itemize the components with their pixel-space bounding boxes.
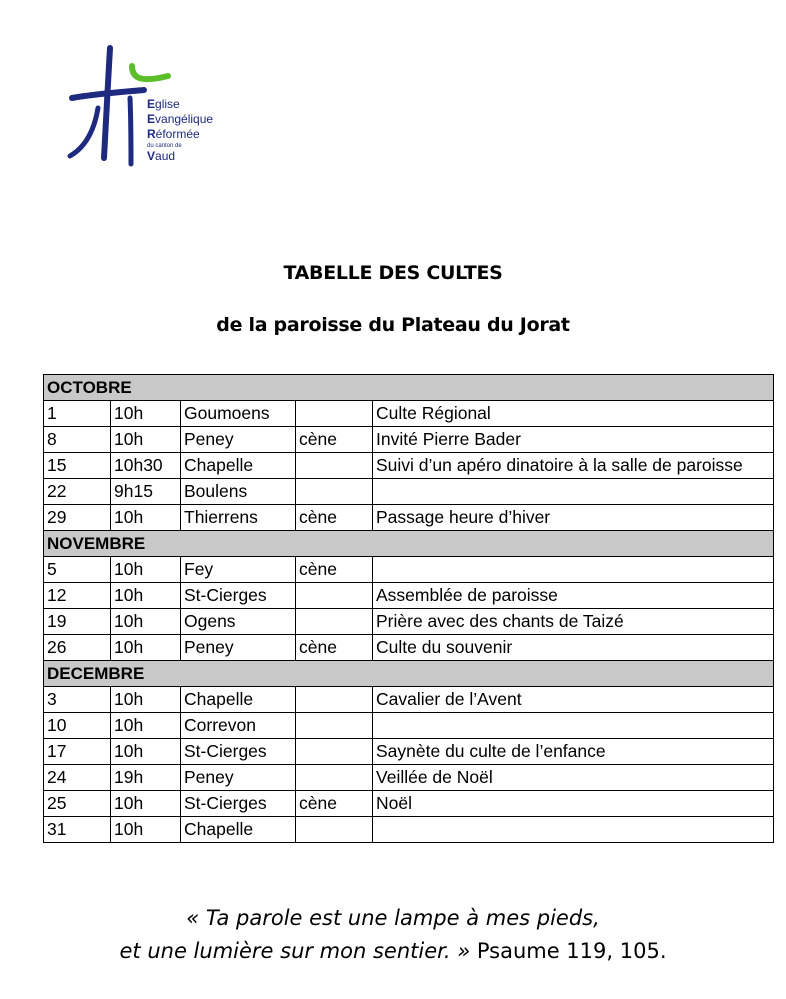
logo-wordmark: Eglise Evangélique Réformée du canton de Vaud [147,97,214,163]
quote-reference: Psaume 119, 105. [476,939,667,963]
eerv-logo [64,40,264,180]
cell-place: Chapelle [181,453,296,479]
table-row [44,453,774,479]
cell-place: Peney [181,635,296,661]
table-row [44,739,774,765]
cell-place: St-Cierges [181,791,296,817]
cell-note [373,479,774,505]
cell-note: Passage heure d’hiver [373,505,774,531]
cell-note: Noël [373,791,774,817]
page-subtitle: de la paroisse du Plateau du Jorat [216,314,570,336]
cell-day: 15 [44,453,111,479]
cell-cene [296,401,373,427]
bible-quote [0,902,786,968]
cell-place: St-Cierges [181,739,296,765]
cell-note: Culte du souvenir [373,635,774,661]
cell-cene [296,453,373,479]
cell-time: 9h15 [111,479,181,505]
quote-line-2: et une lumière sur mon sentier. » [119,939,471,963]
cell-time: 10h [111,557,181,583]
cell-cene [296,739,373,765]
cell-time: 10h [111,817,181,843]
table-row [44,609,774,635]
cell-day: 1 [44,401,111,427]
table-row [44,427,774,453]
cell-note [373,713,774,739]
cell-cene: cène [296,427,373,453]
cell-note: Veillée de Noël [373,765,774,791]
cell-time: 10h [111,583,181,609]
month-header-row [44,375,774,401]
cell-time: 10h [111,635,181,661]
cell-note [373,557,774,583]
table-row [44,791,774,817]
table-row [44,765,774,791]
cell-time: 10h [111,739,181,765]
cell-day: 25 [44,791,111,817]
cell-note: Prière avec des chants de Taizé [373,609,774,635]
cell-note: Assemblée de paroisse [373,583,774,609]
table-row [44,817,774,843]
month-header-row [44,531,774,557]
cell-place: Chapelle [181,687,296,713]
cell-time: 10h [111,401,181,427]
cell-cene [296,687,373,713]
cell-day: 31 [44,817,111,843]
cell-day: 3 [44,687,111,713]
cell-place: Thierrens [181,505,296,531]
cell-place: St-Cierges [181,583,296,609]
cell-cene [296,765,373,791]
cell-place: Chapelle [181,817,296,843]
cell-cene: cène [296,635,373,661]
month-header-row [44,661,774,687]
page-title: TABELLE DES CULTES [283,262,503,284]
cell-time: 10h [111,791,181,817]
cell-cene [296,817,373,843]
cell-day: 26 [44,635,111,661]
cell-note: Cavalier de l’Avent [373,687,774,713]
cell-time: 10h [111,505,181,531]
month-name: NOVEMBRE [44,531,774,557]
cell-time: 10h [111,427,181,453]
table-row [44,505,774,531]
cell-day: 22 [44,479,111,505]
cell-place: Goumoens [181,401,296,427]
cell-time: 19h [111,765,181,791]
cell-place: Fey [181,557,296,583]
cell-day: 10 [44,713,111,739]
cell-time: 10h [111,687,181,713]
cell-cene [296,479,373,505]
table-row [44,583,774,609]
month-name: DECEMBRE [44,661,774,687]
month-name: OCTOBRE [44,375,774,401]
cell-note [373,817,774,843]
cell-time: 10h [111,713,181,739]
table-row [44,401,774,427]
cell-cene [296,609,373,635]
cell-place: Ogens [181,609,296,635]
quote-line-1: « Ta parole est une lampe à mes pieds, [186,906,600,930]
cell-cene: cène [296,557,373,583]
table-row [44,687,774,713]
cell-note: Saynète du culte de l’enfance [373,739,774,765]
cell-place: Peney [181,765,296,791]
cell-place: Peney [181,427,296,453]
cell-cene: cène [296,505,373,531]
cell-day: 24 [44,765,111,791]
cell-day: 5 [44,557,111,583]
cell-cene [296,713,373,739]
cell-day: 19 [44,609,111,635]
cell-note: Invité Pierre Bader [373,427,774,453]
cell-day: 29 [44,505,111,531]
table-row [44,635,774,661]
cell-place: Boulens [181,479,296,505]
table-row [44,557,774,583]
cell-day: 8 [44,427,111,453]
table-row [44,479,774,505]
cell-place: Correvon [181,713,296,739]
services-table [43,374,774,843]
cell-note: Suivi d’un apéro dinatoire à la salle de paroisse [373,453,774,479]
table-row [44,713,774,739]
cell-note: Culte Régional [373,401,774,427]
cell-cene: cène [296,791,373,817]
cell-day: 12 [44,583,111,609]
cell-day: 17 [44,739,111,765]
cell-cene [296,583,373,609]
cell-time: 10h [111,609,181,635]
cell-time: 10h30 [111,453,181,479]
